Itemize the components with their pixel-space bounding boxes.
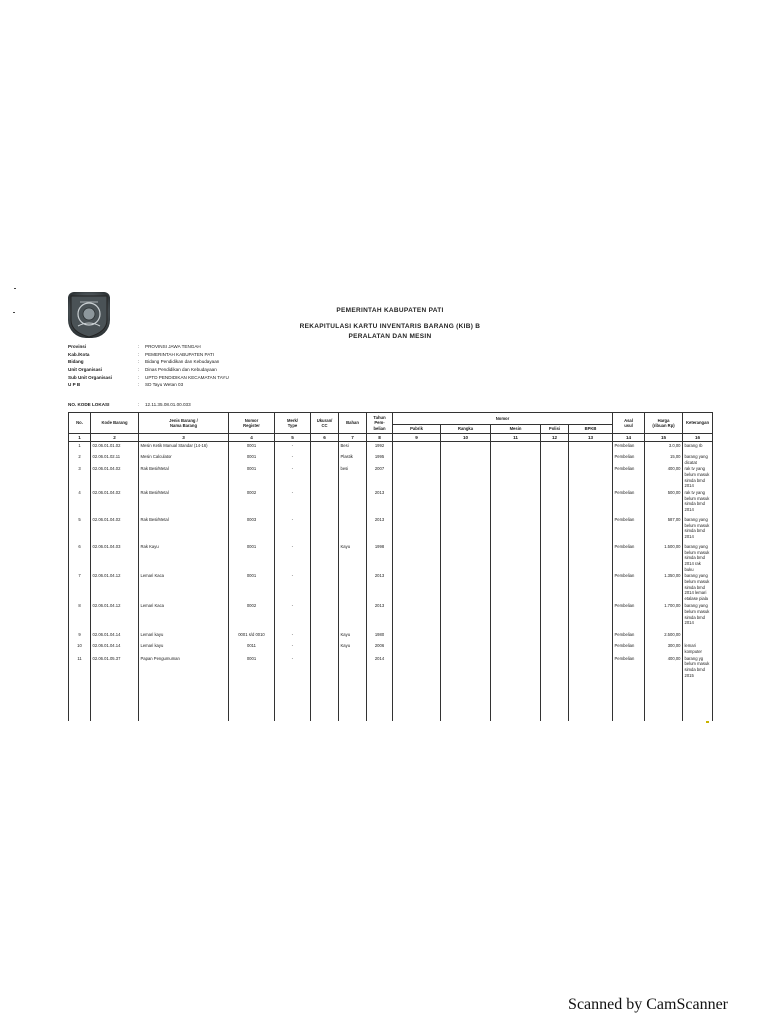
cell-kode: 02.06.01.04.12: [91, 572, 139, 602]
cell-empty: [441, 680, 491, 721]
cell-kode: 02.06.01.04.14: [91, 631, 139, 642]
meta-label: Provinsi: [68, 344, 87, 350]
cell-tahun: 2013: [367, 489, 393, 516]
cell-ket: barang yang belum masuk simda bmd 2014 lemari etalase piala: [683, 572, 713, 602]
cell-empty: [311, 516, 339, 543]
column-number: 10: [441, 434, 491, 442]
cell-empty: [311, 465, 339, 489]
col-tahun-pembelian: [367, 413, 393, 434]
column-number: 13: [569, 434, 613, 442]
cell-empty: [441, 453, 491, 465]
col-nomor-group: Nomor: [393, 413, 613, 425]
cell-tahun: 2013: [367, 516, 393, 543]
cell-reg: 0001 s/d 0010: [229, 631, 275, 642]
table-row: [69, 572, 713, 602]
cell-bahan: [339, 602, 367, 631]
cell-asal: Pembelian: [613, 602, 645, 631]
cell-no: 2: [69, 453, 91, 465]
table-row: [69, 655, 713, 680]
cell-empty: [541, 543, 569, 572]
cell-tahun: 1995: [367, 453, 393, 465]
cell-asal: Pembelian: [613, 516, 645, 543]
header-subtitle: PERALATAN DAN MESIN: [348, 333, 432, 340]
cell-empty: [311, 602, 339, 631]
col-label: Asal: [624, 417, 633, 423]
meta-separator: :: [138, 367, 140, 373]
cell-empty: [275, 680, 311, 721]
cell-nama: Rak Kayu: [139, 543, 229, 572]
cell-empty: [491, 642, 541, 654]
cell-reg: 0003: [229, 516, 275, 543]
cell-empty: [311, 642, 339, 654]
cell-kode: 02.06.01.04.02: [91, 465, 139, 489]
col-ukuran-cc: [311, 413, 339, 434]
col-no: No.: [69, 413, 91, 434]
cell-empty: [569, 543, 613, 572]
meta-row: [68, 358, 229, 366]
cell-nama: Lemari Kaca: [139, 602, 229, 631]
col-harga: [645, 413, 683, 434]
cell-merk: -: [275, 572, 311, 602]
table-row: [69, 602, 713, 631]
cell-empty: [569, 465, 613, 489]
cell-empty: [491, 680, 541, 721]
cell-bahan: [339, 489, 367, 516]
col-label: Type: [287, 423, 298, 428]
cell-empty: [229, 680, 275, 721]
table-row: [69, 631, 713, 642]
column-number: 8: [367, 434, 393, 442]
col-label: usul: [624, 423, 633, 428]
cell-empty: [569, 572, 613, 602]
table-body: [69, 442, 713, 721]
cell-merk: -: [275, 543, 311, 572]
cell-empty: [91, 680, 139, 721]
cell-kode: 02.06.01.04.14: [91, 642, 139, 654]
cell-empty: [541, 680, 569, 721]
table-row: [69, 465, 713, 489]
meta-row: [68, 381, 229, 389]
cell-harga: 1.700,00: [645, 602, 683, 631]
cell-bahan: Besi: [339, 442, 367, 454]
column-number: 11: [491, 434, 541, 442]
cell-asal: Pembelian: [613, 465, 645, 489]
col-kode-barang: Kode Barang: [91, 413, 139, 434]
col-jenis-barang: [139, 413, 229, 434]
table-row: [69, 489, 713, 516]
meta-separator: :: [138, 382, 140, 388]
meta-value: PEMERINTAH KABUPATEN PATI: [145, 351, 214, 357]
cell-empty: [569, 516, 613, 543]
cell-empty: [441, 489, 491, 516]
col-mesin: Mesin: [491, 425, 541, 434]
cell-empty: [569, 655, 613, 680]
cell-no: 7: [69, 572, 91, 602]
cell-empty: [541, 655, 569, 680]
cell-empty: [491, 465, 541, 489]
cell-bahan: Kayu: [339, 642, 367, 654]
cell-merk: -: [275, 489, 311, 516]
meta-value: Bidang Pendidikan dan Kebudayaan: [145, 359, 220, 365]
cell-harga: 3.0,00: [645, 442, 683, 454]
cell-empty: [683, 680, 713, 721]
cell-ket: lemari komputer: [683, 642, 713, 654]
column-number: 15: [645, 434, 683, 442]
cell-no: 4: [69, 489, 91, 516]
cell-empty: [311, 655, 339, 680]
cell-reg: 0002: [229, 602, 275, 631]
cell-bahan: [339, 655, 367, 680]
cell-asal: Pembelian: [613, 489, 645, 516]
col-bpkb: BPKB: [569, 425, 613, 434]
cell-empty: [491, 543, 541, 572]
cell-empty: [441, 516, 491, 543]
cell-empty: [311, 572, 339, 602]
cell-empty: [541, 465, 569, 489]
table-row: [69, 516, 713, 543]
cell-empty: [569, 631, 613, 642]
cell-merk: -: [275, 465, 311, 489]
cell-empty: [541, 602, 569, 631]
cell-empty: [441, 465, 491, 489]
cell-no: 6: [69, 543, 91, 572]
cell-nama: Mesin Calculator: [139, 453, 229, 465]
cell-ket: barang yang belum masuk simda bmd 2014: [683, 516, 713, 543]
cell-empty: [491, 442, 541, 454]
cell-empty: [569, 680, 613, 721]
col-label: Merk/: [287, 417, 298, 423]
col-bahan: Bahan: [339, 413, 367, 434]
cell-merk: -: [275, 516, 311, 543]
meta-row: [68, 366, 229, 374]
cell-empty: [541, 453, 569, 465]
cell-empty: [311, 489, 339, 516]
cell-empty: [541, 489, 569, 516]
cell-empty: [491, 453, 541, 465]
cell-bahan: besi: [339, 465, 367, 489]
col-nomor-register: [229, 413, 275, 434]
col-label: Jenis Barang /: [169, 417, 198, 423]
cell-bahan: Kayu: [339, 543, 367, 572]
cell-empty: [441, 602, 491, 631]
cell-harga: 500,00: [645, 489, 683, 516]
column-number: 2: [91, 434, 139, 442]
cell-empty: [491, 516, 541, 543]
cell-nama: Lemari Kaca: [139, 572, 229, 602]
cell-empty: [441, 543, 491, 572]
cell-ket: barang yg belum masuk simda bmd 2015: [683, 655, 713, 680]
inventory-table: [68, 412, 713, 721]
cell-empty: [541, 572, 569, 602]
pati-regency-emblem-icon: [68, 292, 110, 338]
column-number: 16: [683, 434, 713, 442]
cell-asal: Pembelian: [613, 655, 645, 680]
cell-asal: Pembelian: [613, 572, 645, 602]
col-label: CC: [321, 423, 328, 428]
meta-separator: :: [138, 359, 140, 365]
cell-merk: -: [275, 655, 311, 680]
cell-nama: Lemari kayu: [139, 631, 229, 642]
meta-label: Unit Organisasi: [68, 367, 102, 373]
cell-empty: [139, 680, 229, 721]
cell-empty: [541, 642, 569, 654]
col-label: Tahun: [373, 415, 386, 421]
cell-tahun: 2013: [367, 572, 393, 602]
cell-ket: barang rb: [683, 442, 713, 454]
column-number: 9: [393, 434, 441, 442]
cell-harga: 587,00: [645, 516, 683, 543]
col-asal-usul: [613, 413, 645, 434]
cell-tahun: 1980: [367, 631, 393, 642]
column-number: 12: [541, 434, 569, 442]
table-header-row: [69, 413, 713, 425]
cell-reg: 0001: [229, 465, 275, 489]
meta-value: PROVINSI JAWA TENGAH: [145, 344, 201, 350]
meta-separator: :: [138, 351, 140, 357]
cell-asal: Pembelian: [613, 442, 645, 454]
scan-speck: [13, 312, 15, 313]
col-merk-type: [275, 413, 311, 434]
table-row: [69, 453, 713, 465]
cell-no: 3: [69, 465, 91, 489]
cell-bahan: Plastik: [339, 453, 367, 465]
cell-no: 11: [69, 655, 91, 680]
cell-asal: Pembelian: [613, 642, 645, 654]
cell-reg: 0001: [229, 572, 275, 602]
cell-ket: rak tv yang belum masuk simda bmd 2014: [683, 465, 713, 489]
cell-tahun: 1992: [367, 442, 393, 454]
col-label: Nomor: [244, 417, 259, 423]
cell-empty: [393, 465, 441, 489]
cell-empty: [491, 572, 541, 602]
cell-merk: -: [275, 631, 311, 642]
cell-empty: [393, 631, 441, 642]
meta-separator: :: [138, 344, 140, 350]
cell-merk: -: [275, 442, 311, 454]
cell-empty: [393, 642, 441, 654]
cell-empty: [393, 602, 441, 631]
cell-kode: 02.06.01.02.11: [91, 453, 139, 465]
col-keterangan: Keterangan: [683, 413, 713, 434]
cell-empty: [311, 543, 339, 572]
scan-speck: [706, 721, 709, 723]
column-number: 3: [139, 434, 229, 442]
table-row: [69, 543, 713, 572]
cell-empty: [491, 631, 541, 642]
cell-empty: [311, 680, 339, 721]
meta-label: Bidang: [68, 359, 84, 365]
cell-harga: 300,00: [645, 642, 683, 654]
cell-kode: 02.06.01.01.02: [91, 442, 139, 454]
cell-empty: [367, 680, 393, 721]
meta-value: UPTD PENDIDIKAN KECAMATAN TAYU: [145, 374, 229, 380]
cell-empty: [541, 516, 569, 543]
cell-empty: [393, 442, 441, 454]
cell-harga: 1.350,00: [645, 572, 683, 602]
cell-empty: [393, 655, 441, 680]
cell-empty: [393, 572, 441, 602]
meta-label: U P B: [68, 382, 81, 388]
column-number-row: [69, 434, 713, 442]
cell-bahan: Kayu: [339, 631, 367, 642]
cell-reg: 0011: [229, 642, 275, 654]
column-number: 4: [229, 434, 275, 442]
cell-empty: [491, 602, 541, 631]
cell-harga: 400,00: [645, 655, 683, 680]
cell-harga: 1.500,00: [645, 543, 683, 572]
meta-row: [68, 351, 229, 359]
cell-nama: Rak Besi/Metal: [139, 516, 229, 543]
location-code-label: NO. KODE LOKASI: [68, 402, 110, 407]
location-metadata: [68, 343, 229, 389]
cell-empty: [393, 680, 441, 721]
cell-harga: 15,00: [645, 453, 683, 465]
meta-value: Dinas Pendidikan dan Kebudayaan: [145, 367, 217, 373]
cell-empty: [569, 453, 613, 465]
cell-tahun: 2006: [367, 642, 393, 654]
column-number: 14: [613, 434, 645, 442]
cell-empty: [541, 631, 569, 642]
cell-empty: [491, 655, 541, 680]
cell-bahan: [339, 572, 367, 602]
cell-tahun: 2014: [367, 655, 393, 680]
meta-row: [68, 373, 229, 381]
cell-harga: 400,00: [645, 465, 683, 489]
col-polisi: Polisi: [541, 425, 569, 434]
col-label: Nama Barang: [170, 423, 197, 428]
table-row-blank: [69, 680, 713, 721]
col-label: Harga: [657, 417, 670, 423]
cell-asal: Pembelian: [613, 453, 645, 465]
cell-reg: 0002: [229, 489, 275, 516]
cell-asal: Pembelian: [613, 631, 645, 642]
cell-bahan: [339, 516, 367, 543]
cell-kode: 02.06.01.05.37: [91, 655, 139, 680]
cell-no: 9: [69, 631, 91, 642]
col-pabrik: Pabrik: [393, 425, 441, 434]
cell-empty: [569, 642, 613, 654]
cell-empty: [69, 680, 91, 721]
cell-ket: rak tv yang belum masuk simda bmd 2014: [683, 489, 713, 516]
meta-row: [68, 343, 229, 351]
cell-ket: barang yang belum masuk simda bmd 2014: [683, 602, 713, 631]
cell-empty: [393, 453, 441, 465]
cell-no: 1: [69, 442, 91, 454]
cell-reg: 0001: [229, 442, 275, 454]
scanner-watermark: Scanned by CamScanner: [568, 996, 728, 1013]
cell-empty: [613, 680, 645, 721]
cell-reg: 0001: [229, 655, 275, 680]
cell-no: 8: [69, 602, 91, 631]
cell-empty: [441, 655, 491, 680]
cell-merk: -: [275, 642, 311, 654]
cell-kode: 02.06.01.04.02: [91, 516, 139, 543]
col-label: Register: [243, 423, 260, 428]
cell-empty: [645, 680, 683, 721]
cell-empty: [311, 442, 339, 454]
meta-label: Sub Unit Organisasi: [68, 374, 112, 380]
cell-empty: [569, 442, 613, 454]
location-code: [68, 402, 191, 407]
cell-empty: [569, 489, 613, 516]
meta-separator: :: [138, 402, 140, 407]
cell-ket: barang yang belum masuk simda bmd 2014 rak buku: [683, 543, 713, 572]
header-title: REKAPITULASI KARTU INVENTARIS BARANG (KIB) B: [299, 323, 481, 330]
column-number: 1: [69, 434, 91, 442]
column-number: 7: [339, 434, 367, 442]
meta-separator: :: [138, 374, 140, 380]
cell-kode: 02.06.01.04.12: [91, 602, 139, 631]
cell-reg: 0001: [229, 453, 275, 465]
cell-asal: Pembelian: [613, 543, 645, 572]
cell-empty: [441, 631, 491, 642]
cell-tahun: 2007: [367, 465, 393, 489]
cell-nama: Papan Pengumuman: [139, 655, 229, 680]
column-number: 6: [311, 434, 339, 442]
col-label: (ribuan Rp): [652, 423, 675, 428]
cell-no: 10: [69, 642, 91, 654]
cell-empty: [569, 602, 613, 631]
cell-empty: [541, 442, 569, 454]
column-number: 5: [275, 434, 311, 442]
col-rangka: Rangka: [441, 425, 491, 434]
cell-empty: [311, 631, 339, 642]
cell-nama: Rak Besi/Metal: [139, 465, 229, 489]
col-label: belian: [373, 425, 386, 431]
meta-value: SD Tayu Wetan 03: [145, 382, 184, 388]
col-label: Ukuran/: [316, 417, 333, 423]
cell-harga: 2.500,00: [645, 631, 683, 642]
cell-merk: -: [275, 453, 311, 465]
cell-nama: Rak Besi/Metal: [139, 489, 229, 516]
cell-merk: -: [275, 602, 311, 631]
cell-reg: 0001: [229, 543, 275, 572]
table-row: [69, 442, 713, 454]
col-label: Pem-: [374, 420, 385, 426]
table-row: [69, 642, 713, 654]
scan-speck: [14, 288, 16, 289]
location-code-value: 12.11.35.08.01.00.033: [145, 402, 191, 407]
header-government: PEMERINTAH KABUPATEN PATI: [336, 307, 444, 314]
cell-ket: [683, 631, 713, 642]
cell-no: 5: [69, 516, 91, 543]
cell-empty: [441, 572, 491, 602]
cell-tahun: 1998: [367, 543, 393, 572]
cell-empty: [339, 680, 367, 721]
cell-empty: [393, 543, 441, 572]
cell-kode: 02.06.01.04.02: [91, 489, 139, 516]
cell-empty: [393, 489, 441, 516]
cell-nama: Lemari kayu: [139, 642, 229, 654]
cell-kode: 02.06.01.04.03: [91, 543, 139, 572]
cell-empty: [311, 453, 339, 465]
meta-label: Kab./Kota: [68, 351, 90, 357]
cell-ket: barang yang dicatat: [683, 453, 713, 465]
cell-empty: [441, 642, 491, 654]
cell-nama: Mesin Ketik Manual Standar (14-16): [139, 442, 229, 454]
cell-empty: [393, 516, 441, 543]
cell-empty: [441, 442, 491, 454]
cell-empty: [491, 489, 541, 516]
cell-tahun: 2013: [367, 602, 393, 631]
